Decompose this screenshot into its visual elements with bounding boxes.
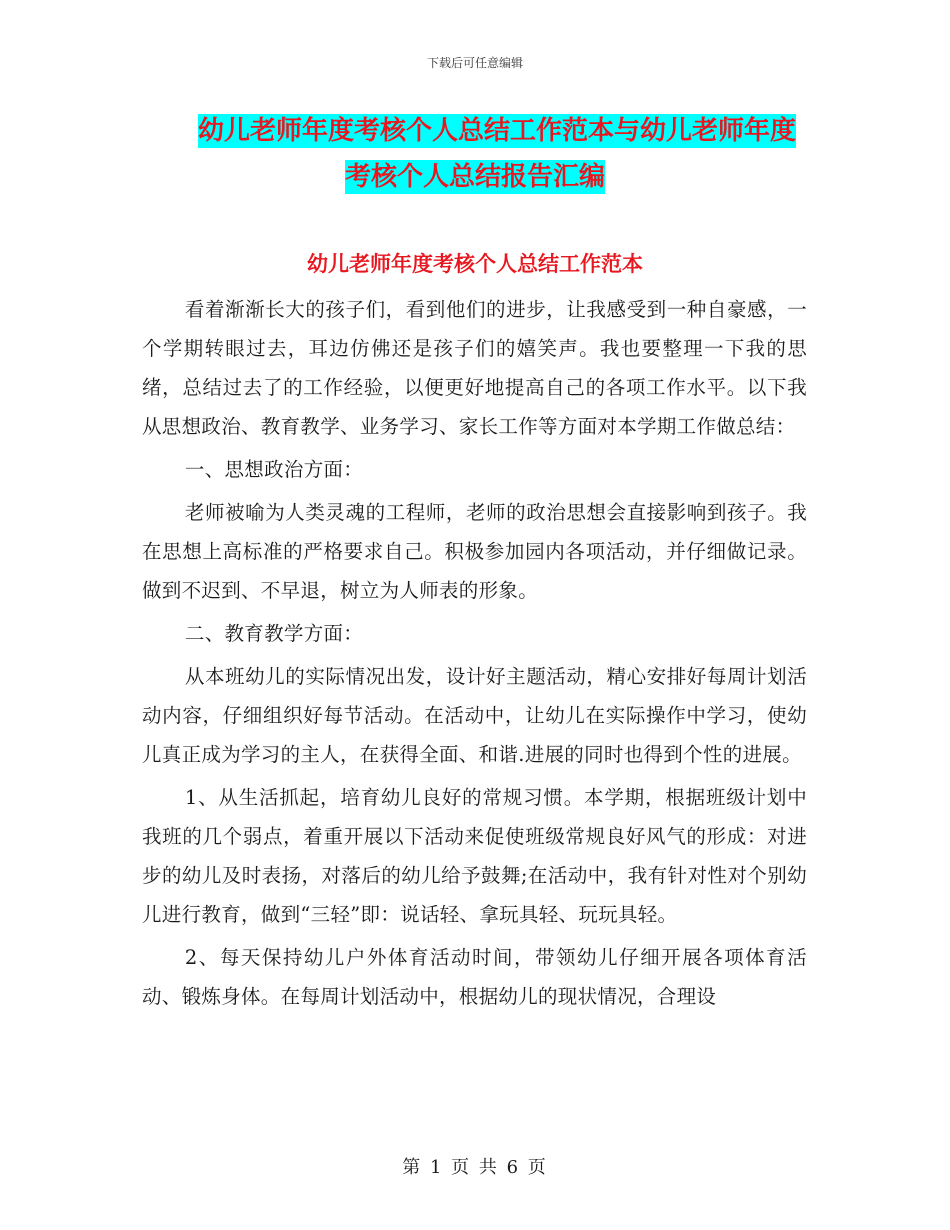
body-paragraph-heading: 一、思想政治方面： [184, 458, 364, 481]
document-title [0, 108, 950, 200]
body-paragraph: 2、每天保持幼儿户外体育活动时间，带领幼儿仔细开展各项体育活动、锻炼身体。在每周计划活动中，根据幼儿的现状情况，合理设 [142, 946, 807, 1008]
section-title: 幼儿老师年度考核个人总结工作范本 [307, 252, 643, 276]
body-paragraph: 从本班幼儿的实际情况出发，设计好主题活动，精心安排好每周计划活动内容，仔细组织好每节活动。在活动中，让幼儿在实际操作中学习，使幼儿真正成为学习的主人，在获得全面、和谐.进展的同时也得到个性的进展。 [142, 665, 807, 766]
page-footer: 第 1 页 共 6 页 [402, 1157, 548, 1178]
page-header-note: 下载后可任意编辑 [426, 56, 523, 70]
body-paragraph: 老师被喻为人类灵魂的工程师，老师的政治思想会直接影响到孩子。我在思想上高标准的严格要求自己。积极参加园内各项活动，并仔细做记录。做到不迟到、不早退，树立为人师表的形象。 [142, 501, 807, 602]
body-paragraph: 1、从生活抓起，培育幼儿良好的常规习惯。本学期，根据班级计划中我班的几个弱点，着重开展以下活动来促使班级常规良好风气的形成：对进步的幼儿及时表扬，对落后的幼儿给予鼓舞;在活动中，我有针对性对个别幼儿进行教育，做到“三轻”即：说话轻、拿玩具轻、玩玩具轻。 [142, 786, 807, 926]
document-title-line-1: 幼儿老师年度考核个人总结工作范本与幼儿老师年度 [197, 116, 796, 146]
body-paragraph-heading: 二、教育教学方面： [184, 622, 364, 645]
document-body [142, 290, 807, 1020]
document-title-line-2: 考核个人总结报告汇编 [344, 162, 605, 192]
body-paragraph: 看着渐渐长大的孩子们，看到他们的进步，让我感受到一种自豪感，一个学期转眼过去，耳边仿佛还是孩子们的嬉笑声。我也要整理一下我的思绪，总结过去了的工作经验，以便更好地提高自己的各项工作水平。以下我从思想政治、教育教学、业务学习、家长工作等方面对本学期工作做总结： [142, 298, 807, 438]
